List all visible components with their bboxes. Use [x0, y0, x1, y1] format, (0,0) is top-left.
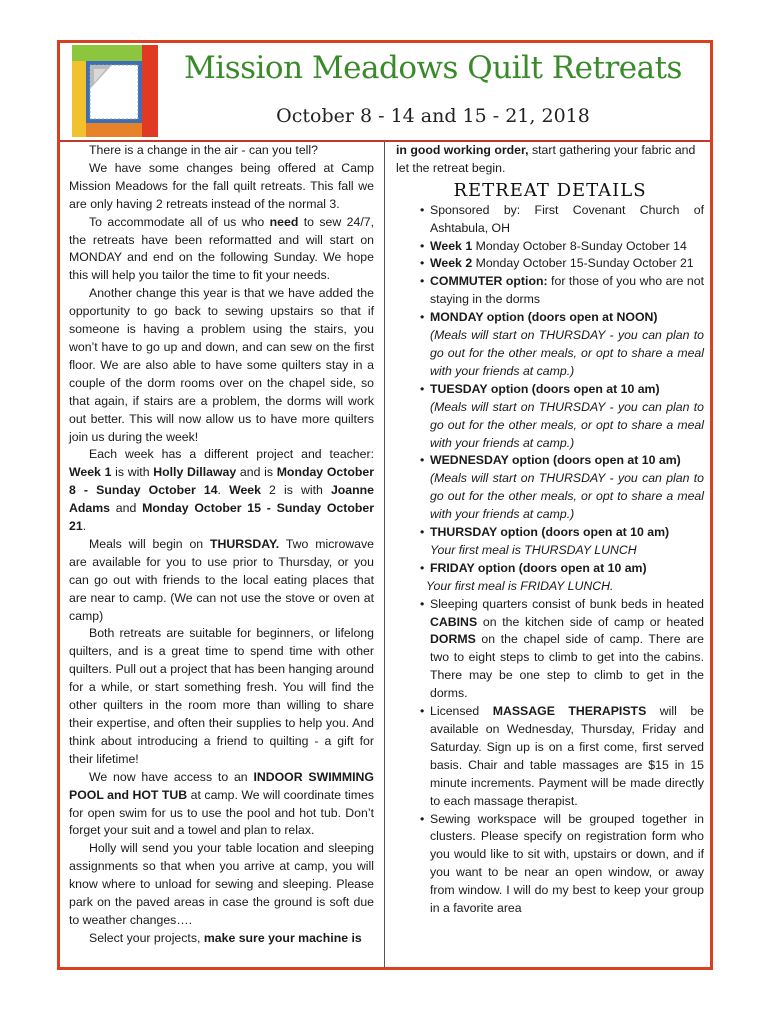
text: at camp. We will coordinate times for open swim for us to use the pool and hot tub. Don’t forget your suit and a towel and plan to relax. — [69, 787, 374, 838]
week-1-label: Week 1 — [69, 465, 112, 480]
emphasis-massage: MASSAGE THERAPISTS — [492, 704, 647, 719]
meal-note: (Meals will start on THURSDAY - you can plan to go out for the other meals, or opt to share a meal with your friends at camp.) — [430, 399, 704, 450]
text: Each week has a different project and teacher: — [89, 447, 374, 462]
paragraph-intro: There is a change in the air - can you tell? — [89, 143, 318, 157]
week-1-dates: Monday October 8 - Sunday October 14 — [69, 465, 374, 498]
page-title: Mission Meadows Quilt Retreats — [184, 50, 682, 86]
meal-note: Your first meal is THURSDAY LUNCH — [430, 542, 637, 557]
text: We now have access to an — [89, 769, 254, 784]
list-item — [396, 703, 704, 810]
text: Monday October 15-Sunday October 21 — [472, 256, 694, 271]
text: and is — [236, 465, 277, 480]
paragraph-teachers — [69, 446, 374, 536]
list-item — [396, 381, 704, 453]
sewing-text: Sewing workspace will be grouped together in clusters. Please specify on registration form who you would like to sit with, upstairs or down, and if you want to be near an open window, or away from window. I will do my best to keep your group in a favorite area — [430, 811, 704, 916]
monday-option: MONDAY option (doors open at NOON) — [430, 310, 658, 325]
meal-note: (Meals will start on THURSDAY - you can plan to go out for the other meals, or opt to share a meal with your friends at camp.) — [430, 328, 704, 378]
paragraph-pool — [69, 769, 374, 841]
meal-note: Your first meal is FRIDAY LUNCH. — [426, 578, 614, 593]
emphasis-thursday: THURSDAY. — [209, 536, 280, 551]
emphasis-machine: make sure your machine is — [203, 930, 362, 945]
paragraph-projects — [69, 930, 374, 948]
week-1-label: Week 1 — [430, 238, 473, 253]
wednesday-option: WEDNESDAY option (doors open at 10 am) — [430, 453, 681, 468]
text: . — [82, 519, 87, 534]
meal-note: (Meals will start on THURSDAY - you can plan to go out for the other meals, or opt to share a meal with your friends at camp.) — [430, 471, 704, 522]
quilt-block-logo — [72, 45, 158, 137]
details-list — [396, 202, 704, 918]
list-item — [396, 524, 704, 560]
retreat-details-heading: RETREAT DETAILS — [453, 179, 647, 201]
thursday-option: THURSDAY option (doors open at 10 am) — [430, 525, 670, 540]
text: on the kitchen side of camp or heated — [477, 614, 704, 629]
right-column — [396, 142, 704, 918]
text: Licensed — [430, 704, 493, 719]
text: is with — [111, 465, 154, 480]
text: Monday October 8-Sunday October 14 — [472, 238, 687, 253]
text: Sleeping quarters consist of bunk beds in heated — [430, 596, 704, 611]
list-item — [396, 596, 704, 703]
text: 2 is with — [260, 483, 331, 498]
list-item — [396, 238, 704, 256]
paragraph-meals — [69, 536, 374, 626]
paragraph-changes: We have some changes being offered at Camp Mission Meadows for the fall quilt retreats. This fall we are only having 2 retreats instead of the normal 3. — [69, 160, 374, 211]
column-divider — [384, 142, 385, 968]
paragraph-suitable: Both retreats are suitable for beginners, or lifelong quilters, and is a great time to spend time with other quilters. Pull out a project that has been hanging around for a while, or start something fresh. You will find the other quilters in the room more than willing to share their expertise, and often their supplies to help you. And think about introducing a friend to quilting - a gift for their lifetime! — [69, 626, 374, 766]
list-item — [396, 202, 704, 238]
friday-option: FRIDAY option (doors open at 10 am) — [430, 560, 647, 575]
tuesday-option: TUESDAY option (doors open at 10 am) — [430, 381, 660, 396]
text: to sew 24/7, the retreats have been reformatted and will start on MONDAY and end on the following Sunday. We hope this will help you tailor the time to fit your needs. — [69, 214, 374, 283]
list-item — [396, 452, 704, 524]
emphasis-pool: INDOOR SWIMMING POOL and HOT TUB — [69, 769, 374, 802]
teacher-holly: Holly Dillaway — [153, 465, 237, 480]
paragraph-accommodate — [69, 214, 374, 286]
emphasis-need: need — [269, 214, 299, 229]
commuter-label: COMMUTER option: — [430, 274, 548, 289]
paragraph-continued — [396, 142, 704, 178]
text: and — [110, 501, 143, 516]
text: To accommodate all of us who — [89, 214, 270, 229]
list-item — [396, 811, 704, 918]
week-2-label: Week 2 — [430, 256, 473, 271]
list-item — [396, 255, 704, 273]
emphasis-cabins: CABINS — [430, 614, 478, 629]
sponsor-text: Sponsored by: First Covenant Church of Ashtabula, OH — [430, 202, 704, 235]
paragraph-upstairs: Another change this year is that we have added the opportunity to go back to sewing upstairs so that if someone is having a problem using the stairs, you won’t have to go up and down, and can sew on the first floor. We are also able to have some quilters stay in a couple of the dorm rooms over on the chapel side, so that again, if stairs are a problem, the dorms will work out better. This will now allow us to have more quilters join us during the week! — [69, 286, 374, 444]
week-2-dates: Monday October 15 - Sunday October 21 — [69, 501, 374, 534]
text: will be available on Wednesday, Thursday, Friday and Saturday. Sign up is on a first come, first served basis. Chair and table massages are $15 in 15 minute increments. Payment will be made directly to each massage therapist. — [430, 704, 705, 808]
emphasis-dorms: DORMS — [430, 632, 476, 647]
list-item — [396, 273, 704, 309]
list-item — [396, 560, 704, 596]
teacher-joanne: Joanne Adams — [69, 483, 374, 516]
text: on the chapel side of camp. There are two to eight steps to climb to get into the cabins. There may be one step to climb to get in the dorms. — [430, 632, 704, 701]
text: Two microwave are available for you to use prior to Thursday, or you can go out with friends to the local eating places that are near to camp. (We can not use the stove or oven at camp) — [69, 536, 374, 623]
text: start gathering your fabric and let the retreat begin. — [396, 143, 696, 175]
retreat-dates: October 8 - 14 and 15 - 21, 2018 — [276, 105, 590, 127]
text: . — [217, 483, 230, 498]
paragraph-assignments: Holly will send you your table location and sleeping assignments so that when you arrive at camp, you will know where to unload for sewing and sleeping. Please park on the paved areas in case the ground is soft due to weather changes…. — [69, 841, 374, 927]
left-column — [69, 142, 374, 948]
text: Meals will begin on — [89, 536, 210, 551]
emphasis-working-order: in good working order, — [396, 143, 529, 157]
text: for those of you who are not staying in the dorms — [430, 274, 704, 307]
week-2-label: Week — [229, 483, 261, 498]
list-item — [396, 309, 704, 381]
text: Select your projects, — [89, 930, 204, 945]
